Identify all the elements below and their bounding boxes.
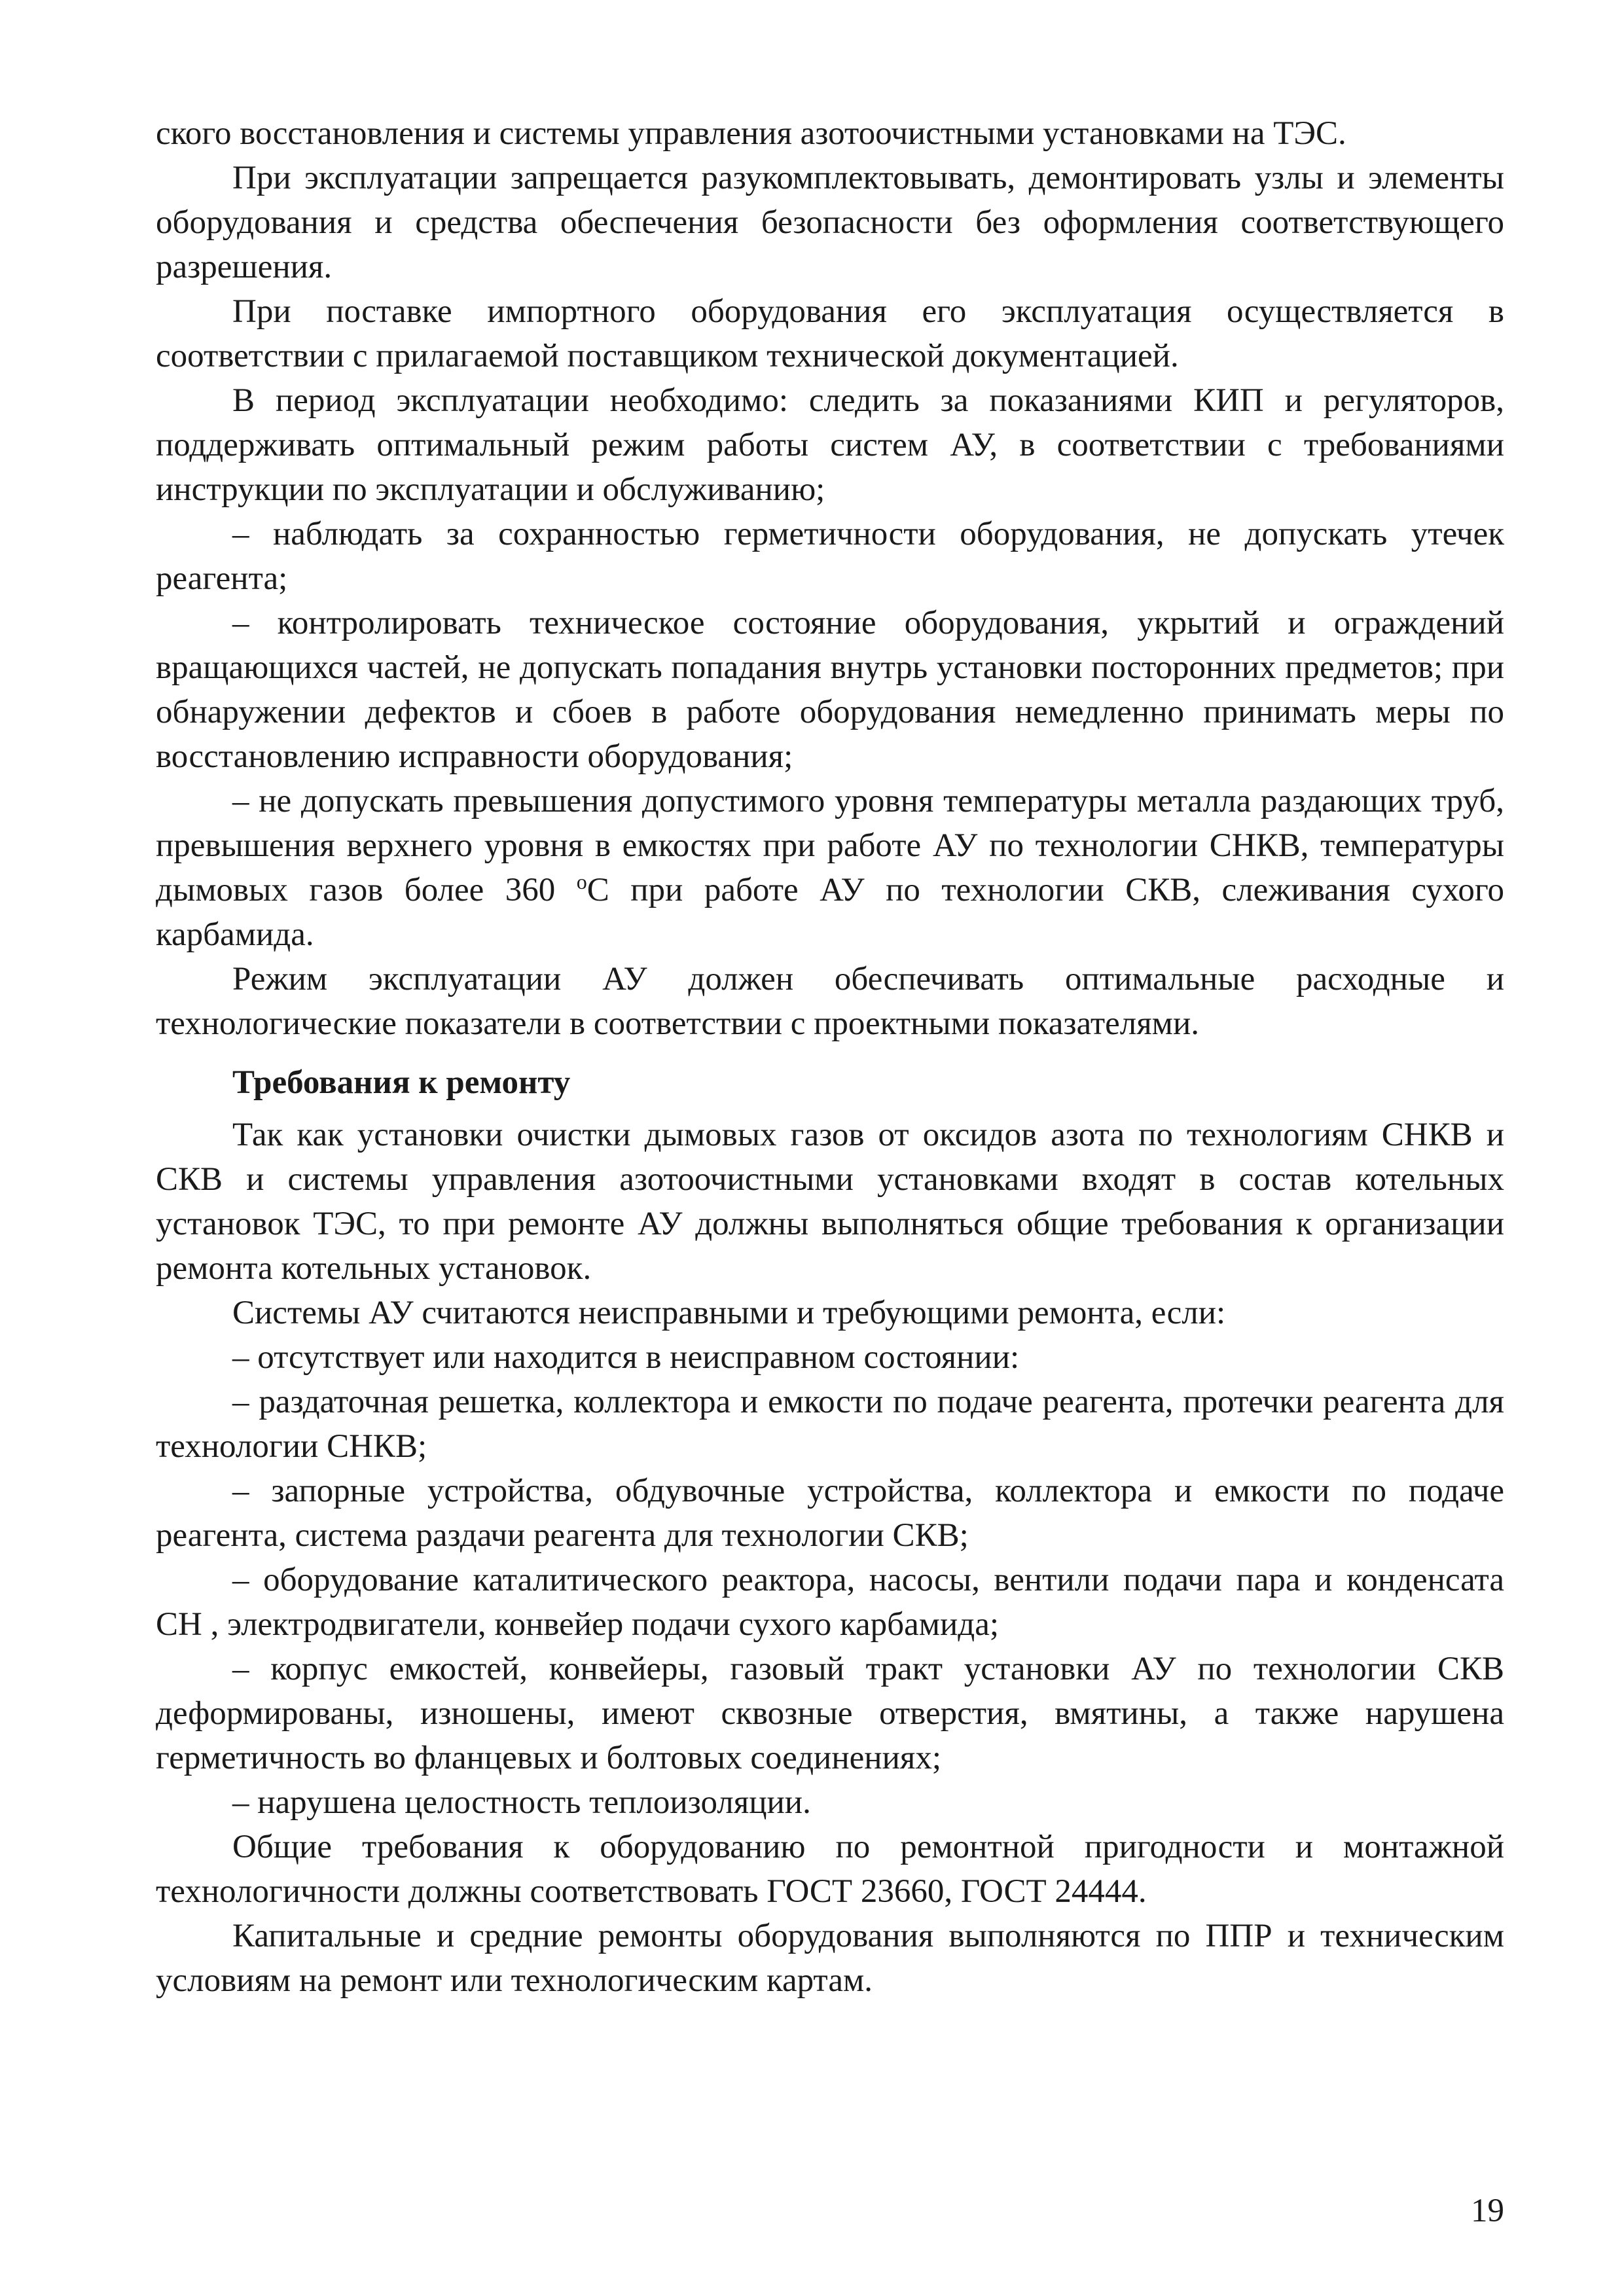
list-item-distribution-grid: – раздаточная решетка, коллектора и емкости по подаче реагента, протечки реагента для технологии СНКВ; — [156, 1384, 1504, 1465]
page-number: 19 — [1471, 2193, 1504, 2229]
list-item-temperature-limits — [156, 779, 1504, 957]
paragraph-faulty-conditions: Системы АУ считаются неисправными и требующими ремонта, если: — [232, 1295, 1226, 1331]
document-page — [156, 111, 1504, 2003]
list-item-shutoff-devices: – запорные устройства, обдувочные устройства, коллектора и емкости по подаче реагента, система раздачи реагента для технологии СКВ; — [156, 1473, 1504, 1554]
paragraph-operation-mode: Режим эксплуатации АУ должен обеспечивать оптимальные расходные и технологические показатели в соответствии с проектными показателями. — [156, 961, 1504, 1042]
paragraph-gost-requirements: Общие требования к оборудованию по ремонтной пригодности и монтажной технологичности должны соответствовать ГОСТ 23660, ГОСТ 24444. — [156, 1829, 1504, 1910]
list-item-missing: – отсутствует или находится в неисправном состоянии: — [232, 1339, 1020, 1376]
temperature-text-part1: – не допускать превышения допустимого уровня температуры металла раздающих труб, превышения верхнего уровня в емкостях при работе АУ по технологии СНКВ, температуры дымовых газов более 360 — [156, 783, 1504, 908]
list-item-technical-state: – контролировать техническое состояние оборудования, укрытий и ограждений вращающихся частей, не допускать попадания внутрь установки посторонних предметов; при обнаружении дефектов и сбоев в работе оборудования немедленно принимать меры по восстановлению исправности оборудования; — [156, 605, 1504, 775]
paragraph-operation-duties: В период эксплуатации необходимо: следить за показаниями КИП и регуляторов, поддерживать оптимальный режим работы систем АУ, в соответствии с требованиями инструкции по эксплуатации и обслуживанию; — [156, 382, 1504, 508]
list-item-vessel-body: – корпус емкостей, конвейеры, газовый тракт установки АУ по технологии СКВ деформированы, изношены, имеют сквозные отверстия, вмятины, а также нарушена герметичность во фланцевых и болтовых соединениях; — [156, 1651, 1504, 1776]
paragraph-repair-general: Так как установки очистки дымовых газов от оксидов азота по технологиям СНКВ и СКВ и системы управления азотоочистными установками входят в состав котельных установок ТЭС, то при ремонте АУ должны выполняться общие требования к организации ремонта котельных установок. — [156, 1117, 1504, 1287]
paragraph-import-equipment: При поставке импортного оборудования его эксплуатация осуществляется в соответствии с прилагаемой поставщиком технической документацией. — [156, 293, 1504, 374]
section-heading-repair: Требования к ремонту — [232, 1064, 571, 1101]
degree-superscript: о — [576, 870, 587, 893]
list-item-tightness: – наблюдать за сохранностью герметичности оборудования, не допускать утечек реагента; — [156, 516, 1504, 597]
temperature-text-part2: С при работе АУ по технологии СКВ, слеживания сухого карбамида. — [156, 872, 1504, 953]
list-item-insulation: – нарушена целостность теплоизоляции. — [232, 1784, 811, 1821]
list-item-catalytic-reactor: – оборудование каталитического реактора, насосы, вентили подачи пара и конденсата СН , электродвигатели, конвейер подачи сухого карбамида; — [156, 1562, 1504, 1643]
paragraph-prohibition: При эксплуатации запрещается разукомплектовывать, демонтировать узлы и элементы оборудования и средства обеспечения безопасности без оформления соответствующего разрешения. — [156, 160, 1504, 285]
paragraph-continuation: ского восстановления и системы управления азотоочистными установками на ТЭС. — [156, 115, 1346, 152]
paragraph-major-repairs: Капитальные и средние ремонты оборудования выполняются по ППР и техническим условиям на ремонт или технологическим картам. — [156, 1918, 1504, 1999]
